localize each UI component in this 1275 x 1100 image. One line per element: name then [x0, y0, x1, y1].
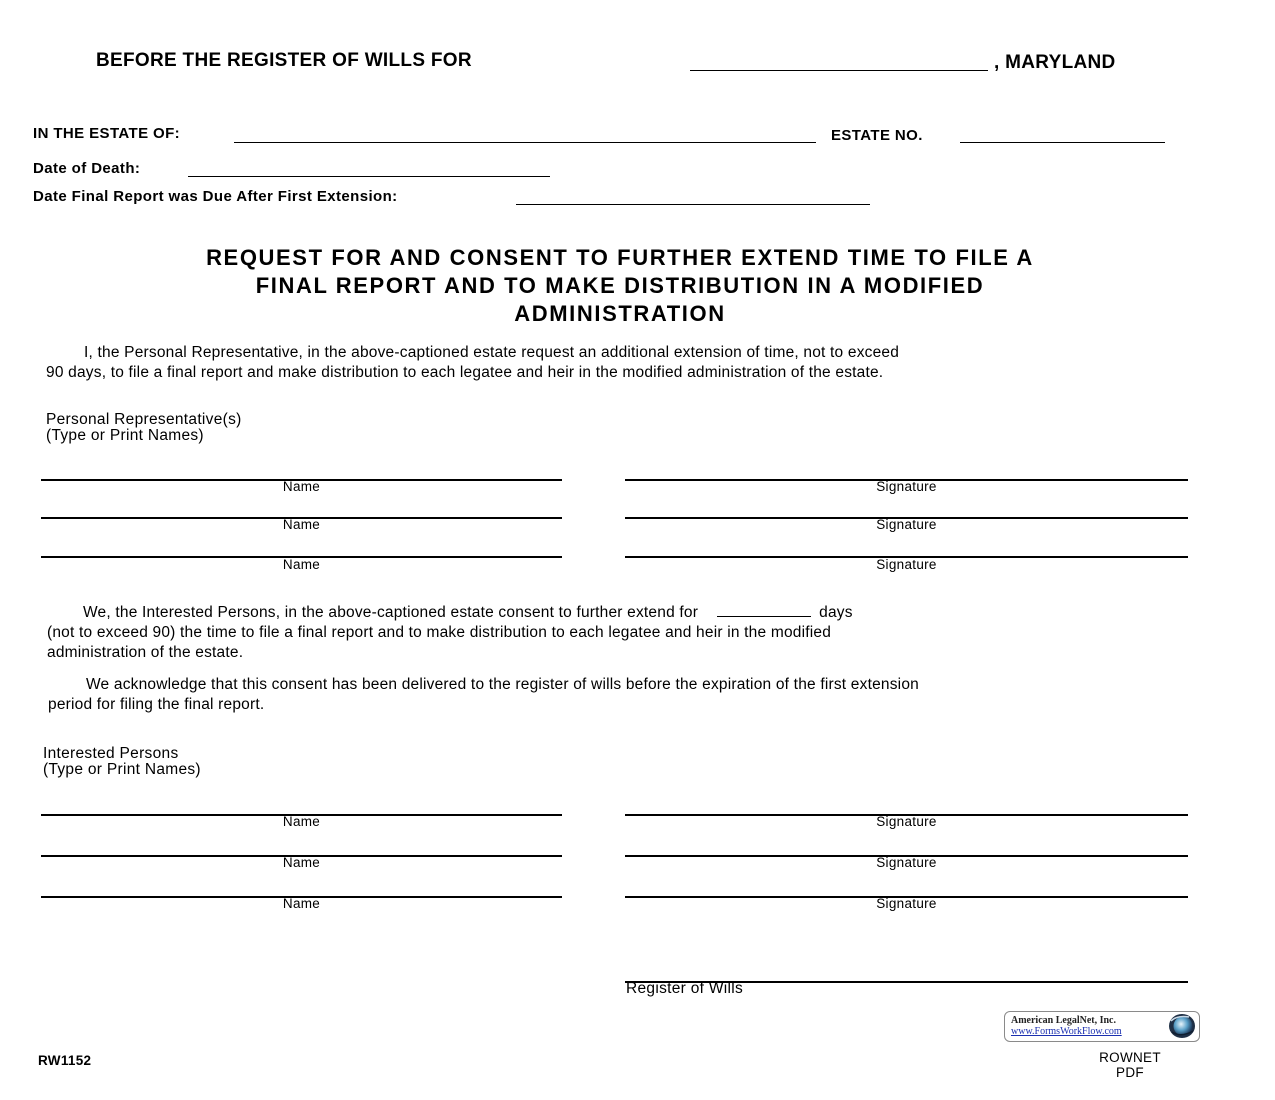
estate-no-label: ESTATE NO.: [831, 127, 923, 144]
form-title-line2: FINAL REPORT AND TO MAKE DISTRIBUTION IN A MODIFIED: [255, 273, 985, 298]
extension-days-field[interactable]: [717, 602, 811, 617]
consent-line1-prefix: We, the Interested Persons, in the above-captioned estate consent to further extend for: [83, 604, 699, 621]
consent-line2: (not to exceed 90) the time to file a final report and to make distribution to each legatee and heir in the modified: [47, 624, 832, 641]
date-of-death-label: Date of Death:: [33, 160, 141, 177]
acknowledge-line2: period for filing the final report.: [48, 696, 265, 713]
county-input-line[interactable]: [690, 50, 988, 71]
request-paragraph: [46, 343, 899, 383]
estate-of-field[interactable]: [234, 122, 816, 148]
acknowledge-line1: We acknowledge that this consent has been delivered to the register of wills before the expiration of the first extension: [86, 676, 919, 693]
estate-of-input-line[interactable]: [234, 122, 816, 143]
date-of-death-input-line[interactable]: [188, 156, 550, 177]
personal-rep-subheading: (Type or Print Names): [46, 427, 204, 444]
pr-name-caption-1: Name: [282, 479, 321, 494]
register-of-wills-caption: Register of Wills: [626, 980, 744, 997]
before-register-heading: BEFORE THE REGISTER OF WILLS FOR: [96, 50, 472, 71]
pr-signature-caption-3: Signature: [876, 557, 937, 572]
consent-paragraph: [47, 602, 853, 663]
date-of-death-field[interactable]: [188, 156, 550, 182]
acknowledge-paragraph: [48, 675, 919, 715]
american-legalnet-logo[interactable]: [1004, 1011, 1200, 1042]
ip-signature-caption-1: Signature: [876, 814, 937, 829]
logo-url-link[interactable]: www.FormsWorkFlow.com: [1011, 1026, 1122, 1037]
form-code: RW1152: [38, 1053, 92, 1068]
rownet-pdf-label: [1080, 1050, 1180, 1080]
interested-persons-heading: Interested Persons: [43, 745, 179, 762]
estate-no-input-line[interactable]: [960, 122, 1165, 143]
pr-signature-caption-1: Signature: [876, 479, 937, 494]
request-line2: 90 days, to file a final report and make distribution to each legatee and heir in the modified administration of the estate.: [46, 364, 884, 381]
county-field[interactable]: [690, 50, 988, 76]
ip-signature-caption-2: Signature: [876, 855, 937, 870]
form-title: [40, 244, 1200, 328]
estate-no-field[interactable]: [960, 122, 1165, 148]
ip-name-caption-3: Name: [282, 896, 321, 911]
pr-name-caption-2: Name: [282, 517, 321, 532]
date-final-report-field[interactable]: [516, 184, 870, 210]
rownet-line2: PDF: [1116, 1065, 1144, 1080]
ip-name-caption-2: Name: [282, 855, 321, 870]
estate-of-label: IN THE ESTATE OF:: [33, 125, 181, 142]
personal-rep-heading: Personal Representative(s): [46, 411, 242, 428]
pr-name-caption-3: Name: [282, 557, 321, 572]
consent-line1-suffix: days: [819, 604, 853, 621]
rownet-line1: ROWNET: [1099, 1050, 1161, 1065]
form-title-line3: ADMINISTRATION: [514, 301, 726, 326]
form-title-line1: REQUEST FOR AND CONSENT TO FURTHER EXTEND TIME TO FILE A: [206, 245, 1034, 270]
pr-signature-caption-2: Signature: [876, 517, 937, 532]
globe-icon: [1163, 1013, 1197, 1039]
maryland-label: , MARYLAND: [994, 52, 1116, 73]
logo-company-name: American LegalNet, Inc.: [1011, 1015, 1116, 1026]
interested-persons-subheading: (Type or Print Names): [43, 761, 201, 778]
ip-name-caption-1: Name: [282, 814, 321, 829]
ip-signature-caption-3: Signature: [876, 896, 937, 911]
date-final-report-input-line[interactable]: [516, 184, 870, 205]
date-final-report-label: Date Final Report was Due After First Extension:: [33, 188, 398, 205]
request-line1: I, the Personal Representative, in the above-captioned estate request an additional extension of time, not to exceed: [84, 344, 900, 361]
consent-line3: administration of the estate.: [47, 644, 244, 661]
